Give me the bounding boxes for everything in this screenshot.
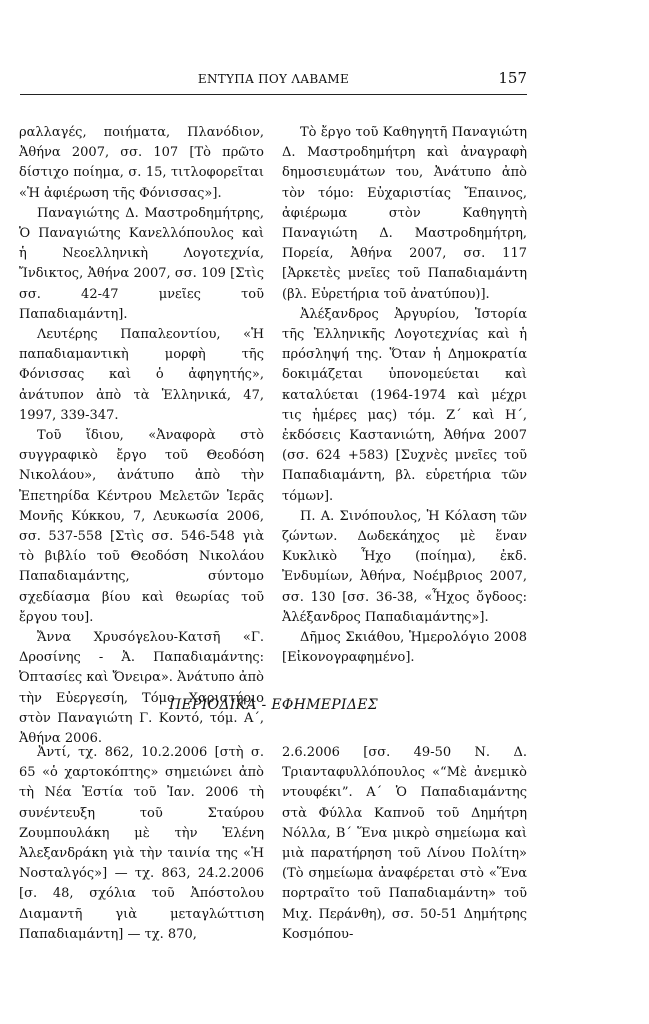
page-number: 157 xyxy=(498,69,527,87)
running-title: ΕΝΤΥΠΑ ΠΟΥ ΛΑΒΑΜΕ xyxy=(197,72,350,86)
entry-paragraph: Παναγιώτης Δ. Μαστροδημήτρης, Ὁ Παναγιώτης Κανελλόπουλος καὶ ἡ Νεοελληνικὴ Λογοτεχνία, Ἴνδικτος, Ἀθήνα 2007, σσ. 109 [Στὶς σσ. 42-47 μνεῖες τοῦ Παπαδιαμάντη]. xyxy=(19,205,264,322)
entry-paragraph: Τὸ ἔργο τοῦ Καθηγητῆ Παναγιώτη Δ. Μαστροδημήτρη καὶ ἀναγραφὴ δημοσιευμάτων του, Ἀνάτυπο ἀπὸ τὸν τόμο: Εὐχαριστίας Ἔπαινος, ἀφιέρωμα στὸν Καθηγητὴ Παναγιώτη Δ. Μαστροδημήτρη, Πορεία, Ἀθήνα 2007, σσ. 117 [Ἀρκετὲς μνεῖες τοῦ Παπαδιαμάντη (βλ. Εὑρετήρια τοῦ ἀνατύπου)]. xyxy=(282,125,527,302)
bottom-right-column xyxy=(282,743,527,945)
entry-paragraph: Π. Α. Σινόπουλος, Ἡ Κόλαση τῶν ζώντων. Δωδεκάηχος μὲ ἕναν Κυκλικὸ Ἦχο (ποίημα), ἐκδ. Ἐνδυμίων, Ἀθήνα, Νοέμβριος 2007, σσ. 130 [σσ. 36-38, «Ἦχος ὄγδοος: Ἀλέξανδρος Παπαδιαμάντης»]. xyxy=(282,508,527,625)
entry-paragraph: 2.6.2006 [σσ. 49-50 Ν. Δ. Τριανταφυλλόπουλος «“Μὲ ἀνεμικὸ ντουφέκι”. Α΄ Ὁ Παπαδιαμάντης στὰ Φύλλα Καπνοῦ τοῦ Δημήτρη Νόλλα, Β΄ Ἕνα μικρὸ σημείωμα καὶ μιὰ παρατήρηση τοῦ Λίνου Πολίτη» (Τὸ σημείωμα ἀναφέρεται στὸ «Ἕνα πορτραῖτο τοῦ Παπαδιαμάντη» τοῦ Μιχ. Περάνθη), σσ. 50-51 Δημήτρης Κοσμόπου- xyxy=(282,745,527,942)
entry-paragraph: Ἀλέξανδρος Ἀργυρίου, Ἱστορία τῆς Ἑλληνικῆς Λογοτεχνίας καὶ ἡ πρόσληψή της. Ὅταν ἡ Δημοκρατία δοκιμάζεται ὑπονομεύεται καὶ καταλύεται (1964-1974 καὶ μέχρι τις ἡμέρες μας) τόμ. Ζ΄ καὶ Η΄, ἐκδόσεις Καστανιώτη, Ἀθήνα 2007 (σσ. 624 +583) [Συχνὲς μνεῖες τοῦ Παπαδιαμάντη, βλ. εὑρετήρια τῶν τόμων]. xyxy=(282,306,527,504)
entry-paragraph: Ἄννα Χρυσόγελου-Κατσῆ «Γ. Δροσίνης - Ἀ. Παπαδιαμάντης: Ὀπτασίες καὶ Ὄνειρα». Ἀνάτυπο ἀπὸ τὴν Εὐεργεσίη, Τόμο Χαριστήριο στὸν Παναγιώτη Γ. Κοντό, τόμ. Α΄, Ἀθήνα 2006. xyxy=(19,630,264,747)
bottom-left-column xyxy=(19,743,264,945)
entry-paragraph: ραλλαγές, ποιήματα, Πλανόδιον, Ἀθήνα 2007, σσ. 107 [Τὸ πρῶτο δίστιχο ποίημα, σ. 15, τιτλοφορεῖται «Ἡ ἀφιέρωση τῆς Φόνισσας»]. xyxy=(19,125,264,201)
entry-paragraph: Τοῦ ἴδιου, «Ἀναφορὰ στὸ συγγραφικὸ ἔργο τοῦ Θεοδόση Νικολάου», ἀνάτυπο ἀπὸ τὴν Ἐπετηρίδα Κέντρου Μελετῶν Ἱερᾶς Μονῆς Κύκκου, 7, Λευκωσία 2006, σσ. 537-558 [Στὶς σσ. 546-548 γιὰ τὸ βιβλίο τοῦ Θεοδόση Νικολάου Παπαδιαμάντης, σύντομο σχεδίασμα βίου καὶ θεωρίας τοῦ ἔργου του]. xyxy=(19,428,264,625)
left-column xyxy=(19,123,264,749)
right-column xyxy=(282,123,527,668)
entry-paragraph: Δῆμος Σκιάθου, Ἡμερολόγιο 2008 [Εἰκονογραφημένο]. xyxy=(282,630,527,666)
entry-paragraph: Ἀντί, τχ. 862, 10.2.2006 [στὴ σ. 65 «ὁ χαρτοκόπτης» σημειώνει ἀπὸ τὴ Νέα Ἑστία τοῦ Ἰαν. 2006 τὴ συνέντευξη τοῦ Σταύρου Ζουμπουλάκη μὲ τὴν Ἑλένη Ἀλεξανδράκη γιὰ τὴν ταινία της «Ἡ Νοσταλγός»] — τχ. 863, 24.2.2006 [σ. 48, σχόλια τοῦ Ἀπόστολου Διαμαντῆ γιὰ μεταγλώττιση Παπαδιαμάντη] — τχ. 870, xyxy=(19,745,264,942)
section-heading: ΠΕΡΙΟΔΙΚΑ - ΕΦΗΜΕΡΙΔΕΣ xyxy=(169,697,378,713)
running-header xyxy=(20,69,527,95)
entry-paragraph: Λευτέρης Παπαλεοντίου, «Ἡ παπαδιαμαντικὴ μορφὴ τῆς Φόνισσας καὶ ὁ ἀφηγητής», ἀνάτυπον ἀπὸ τὰ Ἑλληνικά, 47, 1997, 339-347. xyxy=(19,327,264,423)
